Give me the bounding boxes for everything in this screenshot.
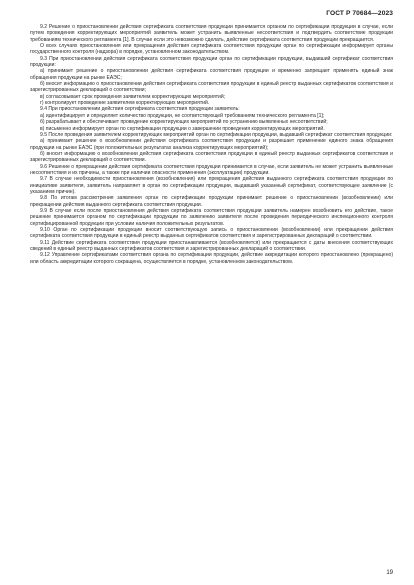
paragraph-9-4-b: б) разрабатывает и обеспечивает проведение корректирующих мероприятий по устранению выявленных несоответствий; xyxy=(40,119,328,126)
paragraph-9-12: 9.12 Управление сертификатами соответствия органа по сертификации продукции, действие аккредитации которого приостановлено (прекращено) или область аккредитации которого сокращена, осуществляется в порядке, установленном законодательством. xyxy=(30,252,393,265)
paragraph-9-2-note: О всех случаях приостановления или прекращения действия сертификата соответствия продукции орган по сертификации информирует органы государственного контроля (надзора) в порядке, установленном законодательством. xyxy=(30,43,393,56)
paragraph-9-3-g: г) контролирует проведение заявителем корректирующих мероприятий. xyxy=(40,100,210,107)
page-number: 19 xyxy=(386,570,393,576)
paragraph-9-5-a: а) принимает решение о возобновлении действия сертификата соответствия продукции и разрешает применение единого знака обращения продукции на рынке ЕАЭС (при положительных результатах анализа корректирующих мероприятий); xyxy=(30,138,393,151)
paragraph-9-11: 9.11 Действие сертификата соответствия продукции приостанавливается (возобновляется) или прекращается с даты внесения соответствующих сведений в единый реестр выданных сертификатов соответствия и зарегистрированных деклараций о соответствии. xyxy=(30,239,393,253)
paragraph-9-3: 9.3 При приостановлении действия сертификата соответствия продукции орган по сертификации продукции, выдавший сертификат соответствия продукции: xyxy=(30,55,393,69)
paragraph-9-4-v: в) письменно информирует орган по сертификации продукции о завершении проведения корректирующих мероприятий. xyxy=(40,125,325,132)
paragraph-9-8: 9.8 По итогам рассмотрения заявления орган по сертификации продукции принимает решение о приостановлении (возобновлении) или прекращении действия выданного сертификата соответствия продукции. xyxy=(30,195,393,208)
paragraph-9-2: 9.2 Решение о приостановлении действия сертификата соответствия продукции принимается органом по сертификации продукции в случае, если путем проведения корректирующих мероприятий заявитель может устранить выявленные несоответствия и подтвердить соответствие продукции требованиям технического регламента [1]. В случае если это невозможно сделать, действие сертификата соответствия продукции прекращается. xyxy=(30,24,393,43)
paragraph-9-3-v: в) согласовывает срок проведения заявителем корректирующих мероприятий; xyxy=(40,93,226,100)
paragraph-9-4-a: а) идентифицирует и определяет количество продукции, не соответствующей требованиям технического регламента [1]; xyxy=(40,112,325,119)
paragraph-9-10: 9.10 Орган по сертификации продукции вносит соответствующую запись о приостановлении (возобновлении) или прекращении действия сертификата соответствия продукции в единый реестр выданных сертификатов соответствия и зарегистрированных деклараций о соответствии. xyxy=(30,227,393,240)
paragraph-9-3-b: б) вносит информацию о приостановлении действия сертификата соответствия продукции в единый реестр выданных сертификатов соответствия и зарегистрированных деклараций о соответствии; xyxy=(30,81,393,94)
paragraph-9-7: 9.7 В случае необходимости приостановления (возобновления) или прекращения действия выданного сертификата соответствия продукции по инициативе заявителя, заявитель направляет в орган по сертификации продукции, выдавший указанный сертификат, соответствующее заявление (с указанием причин). xyxy=(30,176,393,195)
paragraph-9-5: 9.5 После проведения заявителем корректирующих мероприятий орган по сертификации продукции, выдавший сертификат соответствия продукции: xyxy=(40,131,393,138)
paragraph-9-4: 9.4 При приостановлении действия сертификата соответствия продукции заявитель: xyxy=(40,106,240,113)
document-body xyxy=(30,24,393,265)
paragraph-9-6: 9.6 Решение о прекращении действия сертификата соответствия продукции принимается в случае, если заявитель не может устранить выявленные несоответствия и их причины, а также при наличии опасности применения (эксплуатации) продукции. xyxy=(30,163,393,176)
paragraph-9-5-b: б) вносит информацию о возобновлении действия сертификата соответствия продукции в единый реестр выданных сертификатов соответствия и зарегистрированных деклараций о соответствии. xyxy=(30,150,393,164)
paragraph-9-9: 9.9 В случае если после приостановления действия сертификата соответствия продукции заявитель намерен возобновить его действие, такое решение принимается органом по сертификации продукции по заявлению заявителя после проведения периодического инспекционного контроля сертифицированной продукции при условии наличия положительных результатов. xyxy=(30,207,393,227)
paragraph-9-3-a: а) принимает решение о приостановлении действия сертификата соответствия продукции и временно запрещает применять единый знак обращения продукции на рынке ЕАЭС; xyxy=(30,68,393,81)
document-code-header: ГОСТ Р 70684—2023 xyxy=(326,10,393,17)
